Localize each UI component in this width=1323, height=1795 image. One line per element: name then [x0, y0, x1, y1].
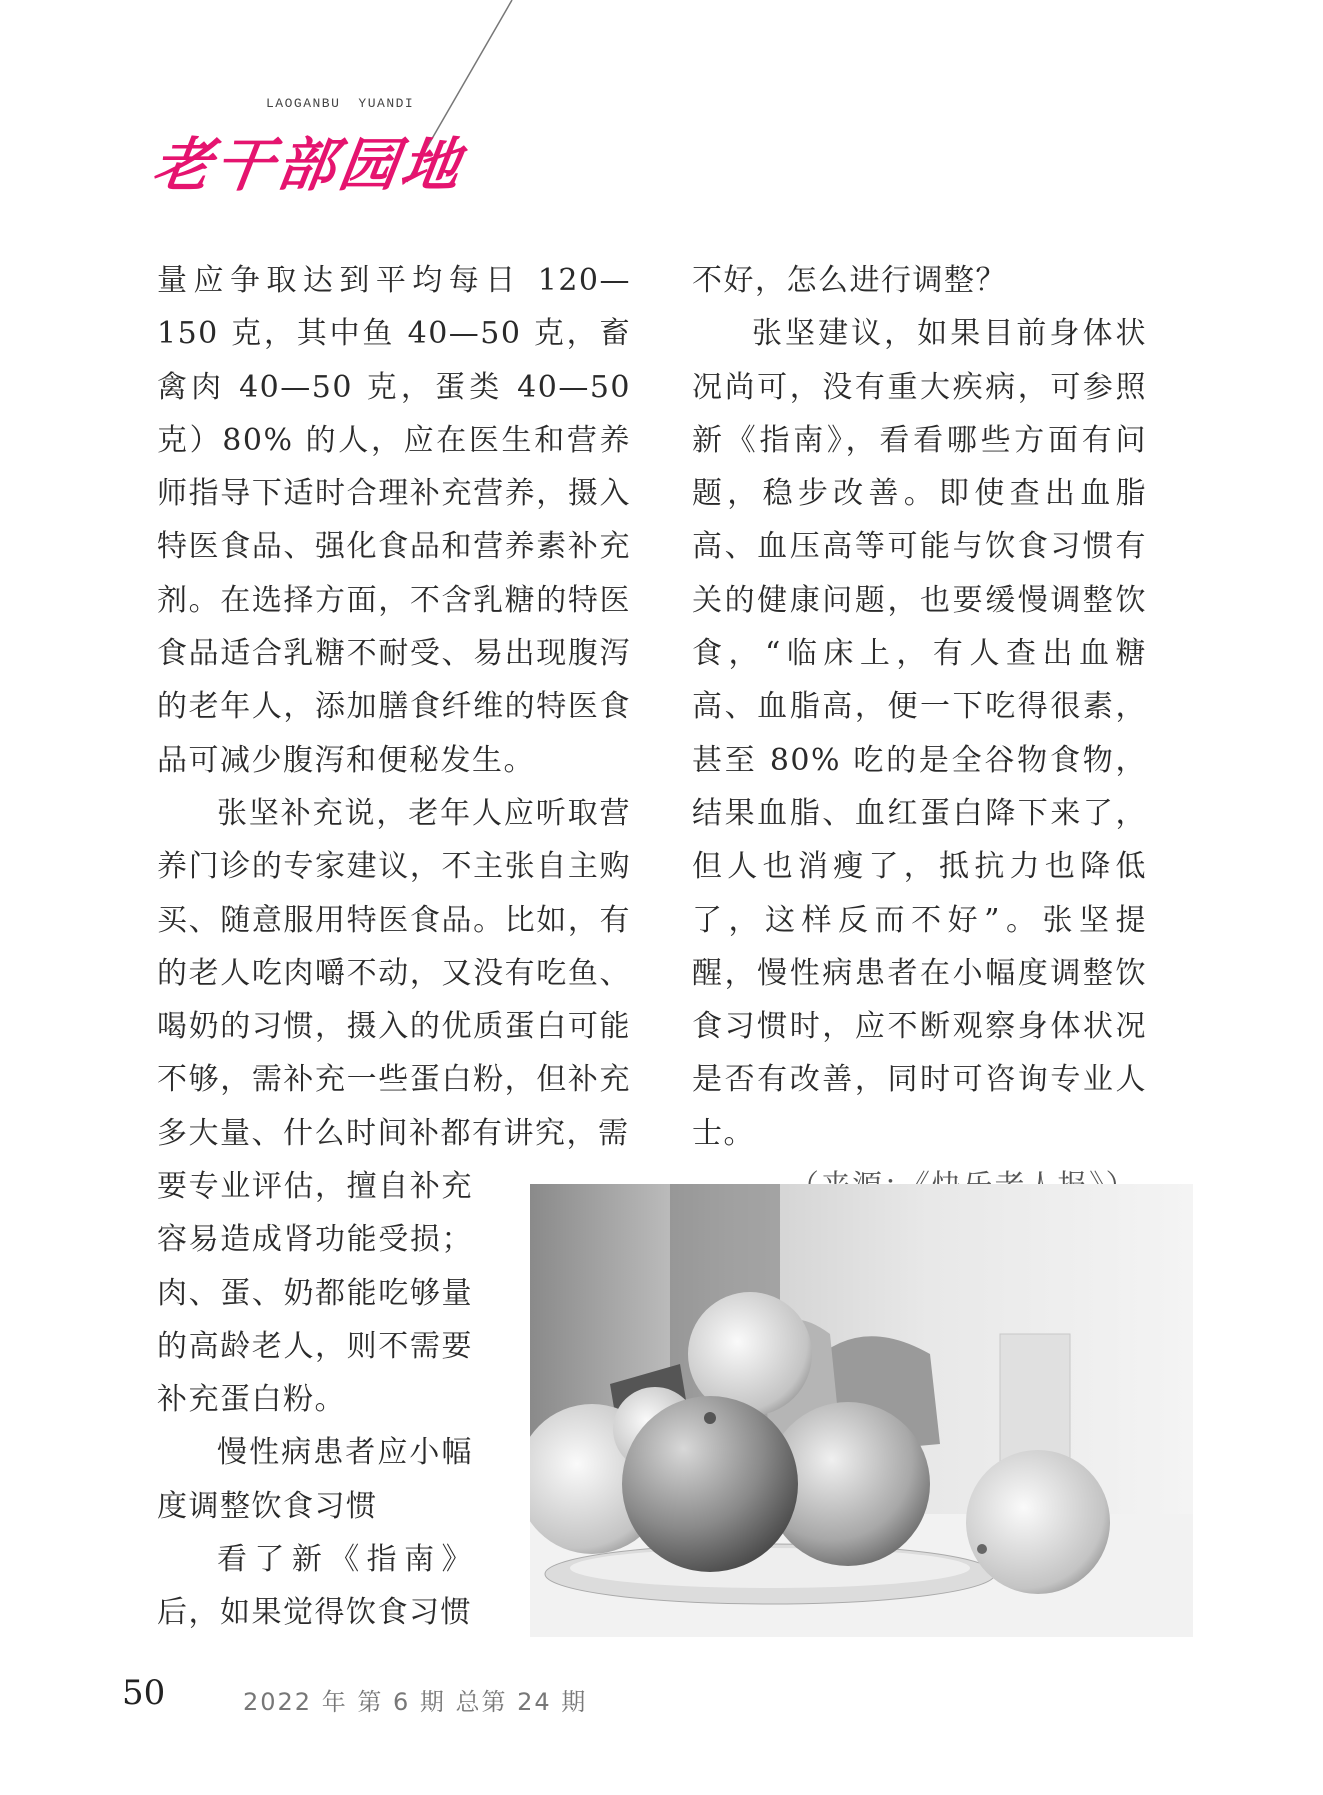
article-right-column [692, 254, 1147, 1213]
magazine-logo: 老干部园地 [148, 131, 469, 199]
paragraph: 张坚建议，如果目前身体状况尚可，没有重大疾病，可参照新《指南》，看看哪些方面有问题，稳步改善。即使查出血脂高、血压高等可能与饮食习惯有关的健康问题，也要缓慢调整饮食，“临床上，有人查出血糖高、血脂高，便一下吃得很素，甚至 80% 吃的是全谷物食物，结果血脂、血红蛋白降下来了，但人也消瘦了，抵抗力也降低了，这样反而不好”。张坚提醒，慢性病患者在小幅度调整饮食习惯时，应不断观察身体状况是否有改善，同时可咨询专业人士。 [692, 316, 1147, 1151]
roman-name-right: YUANDI [358, 96, 415, 111]
issue-info: 2022 年 第 6 期 总第 24 期 [243, 1688, 588, 1716]
fruit-bowl-photo [530, 1184, 1193, 1637]
article-wrap-column [157, 1160, 473, 1640]
paragraph: 张坚补充说，老年人应听取营养门诊的专家建议，不主张自主购买、随意服用特医食品。比如，有的老人吃肉嚼不动，又没有吃鱼、喝奶的习惯，摄入的优质蛋白可能不够，需补充一些蛋白粉，但补充多大量、什么时间补都有讲究，需 [157, 795, 631, 1151]
paragraph: 看了新《指南》后，如果觉得饮食习惯 [157, 1542, 473, 1631]
section-subheading: 慢性病患者应小幅度调整饮食习惯 [157, 1435, 473, 1524]
page-number: 50 [122, 1673, 166, 1713]
magazine-roman-name [266, 96, 414, 111]
paragraph-continued: 不好，怎么进行调整？ [692, 263, 1007, 298]
paragraph-continued: 量应争取达到平均每日 120—150 克，其中鱼 40—50 克，畜禽肉 40—50 克，蛋类 40—50 克）80% 的人，应在医生和营养师指导下适时合理补充营养，摄入特医食品、强化食品和营养素补充剂。在选择方面，不含乳糖的特医食品适合乳糖不耐受、易出现腹泻的老年人，添加膳食纤维的特医食品可减少腹泻和便秘发生。 [157, 263, 631, 778]
article-left-column [157, 254, 631, 1160]
roman-name-left: LAOGANBU [266, 96, 341, 111]
paragraph-continued: 要专业评估，擅自补充容易造成肾功能受损；肉、蛋、奶都能吃够量的高龄老人，则不需要补充蛋白粉。 [157, 1169, 473, 1418]
